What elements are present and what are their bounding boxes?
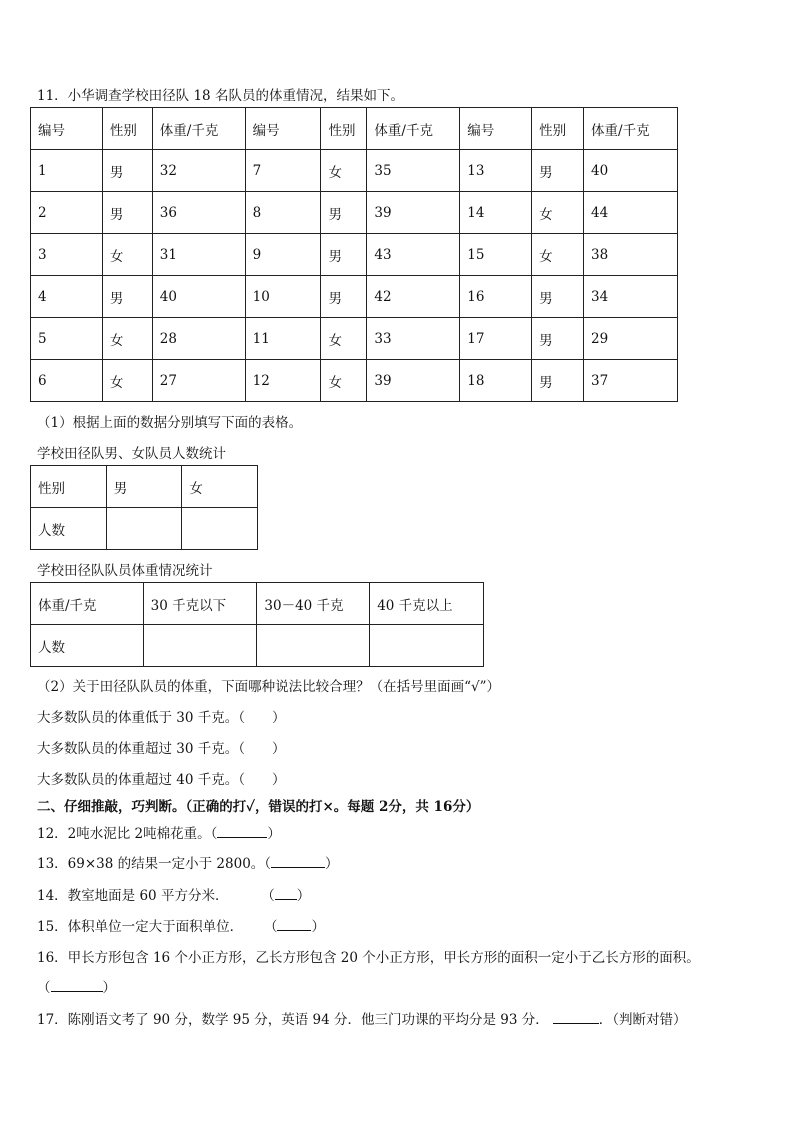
table-cell: 27: [152, 360, 245, 402]
table-header-row: [31, 108, 678, 150]
table-cell: 5: [31, 318, 103, 360]
table-cell: 男: [321, 192, 367, 234]
table-cell: 男: [532, 360, 584, 402]
q15-text: 15．体积单位一定大于面积单位．: [37, 919, 250, 935]
q12-open-paren: （: [210, 826, 218, 842]
gender-male-header: 男: [106, 466, 182, 508]
q13-close-paren: ）: [325, 856, 339, 872]
table-cell: 12: [245, 360, 321, 402]
female-count-cell[interactable]: [182, 508, 258, 550]
q12-answer-blank[interactable]: [217, 823, 267, 838]
table-cell: 38: [584, 234, 678, 276]
weight-col-over-40: 40 千克以上: [370, 583, 484, 625]
table-cell: 28: [152, 318, 245, 360]
table-row: [31, 360, 678, 402]
table-cell: 15: [460, 234, 532, 276]
q14-answer-blank[interactable]: [275, 885, 297, 900]
table-cell: 3: [31, 234, 103, 276]
table-cell: 女: [102, 360, 152, 402]
table-cell: 男: [532, 276, 584, 318]
table-row: [31, 150, 678, 192]
weight-col-30-40: 30－40 千克: [257, 583, 370, 625]
table-cell: 29: [584, 318, 678, 360]
table-row: [31, 318, 678, 360]
table-cell: 女: [321, 150, 367, 192]
table-cell: 31: [152, 234, 245, 276]
table-cell: 女: [102, 234, 152, 276]
option-3[interactable]: 大多数队员的体重超过 40 千克。（ ）: [37, 772, 286, 788]
count-under-30-cell[interactable]: [143, 625, 257, 667]
table-cell: 43: [367, 234, 460, 276]
count-over-40-cell[interactable]: [370, 625, 484, 667]
table-cell: 34: [584, 276, 678, 318]
table-cell: 男: [102, 276, 152, 318]
q13: [37, 852, 339, 872]
table-cell: 36: [152, 192, 245, 234]
table-cell: 16: [460, 276, 532, 318]
table-cell: 39: [367, 360, 460, 402]
table-cell: 39: [367, 192, 460, 234]
table-cell: 2: [31, 192, 103, 234]
table-cell: 女: [102, 318, 152, 360]
gender-row-label: 人数: [31, 508, 107, 550]
q11-part1: （1）根据上面的数据分别填写下面的表格。: [37, 415, 303, 431]
header-cell: 性别: [321, 108, 367, 150]
weight-table-title: 学校田径队队员体重情况统计: [37, 563, 213, 579]
option-2[interactable]: 大多数队员的体重超过 30 千克。（ ）: [37, 741, 286, 757]
table-cell: 男: [321, 234, 367, 276]
header-cell: 性别: [102, 108, 152, 150]
q16-answer: [37, 976, 116, 996]
table-cell: 18: [460, 360, 532, 402]
table-cell: 男: [532, 318, 584, 360]
table-cell: 男: [532, 150, 584, 192]
table-cell: 女: [532, 234, 584, 276]
table-cell: 32: [152, 150, 245, 192]
q12-close-paren: ）: [267, 826, 281, 842]
q13-text: 13．69×38 的结果一定小于 2800。: [37, 856, 265, 872]
table-cell: 17: [460, 318, 532, 360]
table-cell: 14: [460, 192, 532, 234]
q17: [37, 1008, 686, 1028]
header-cell: 性别: [532, 108, 584, 150]
q17-answer-blank[interactable]: [553, 1009, 599, 1024]
q13-open-paren: （: [264, 856, 272, 872]
q15-answer-blank[interactable]: [277, 916, 311, 931]
q14-close-paren: ）: [296, 888, 311, 904]
header-cell: 体重/千克: [367, 108, 460, 150]
q16-text: 16．甲长方形包含 16 个小正方形，乙长方形包含 20 个小正方形，甲长方形的面积一定小于乙长方形的面积。: [37, 950, 700, 966]
q14-open-paren: （: [261, 888, 275, 904]
gender-table-title: 学校田径队男、女队员人数统计: [37, 446, 226, 462]
gender-header-label: 性别: [31, 466, 107, 508]
header-cell: 体重/千克: [152, 108, 245, 150]
table-cell: 37: [584, 360, 678, 402]
weight-col-under-30: 30 千克以下: [143, 583, 257, 625]
header-cell: 编号: [245, 108, 321, 150]
count-30-40-cell[interactable]: [257, 625, 370, 667]
q12-text: 12．2吨水泥比 2吨棉花重。: [37, 826, 211, 842]
q17-suffix: ．（判断对错）: [598, 1012, 687, 1028]
q14-text: 14．教室地面是 60 平方分米．: [37, 888, 236, 904]
table-cell: 35: [367, 150, 460, 192]
q16-close-paren: ）: [102, 980, 116, 996]
q13-answer-blank[interactable]: [271, 853, 325, 868]
q16-answer-blank[interactable]: [51, 977, 103, 992]
table-cell: 8: [245, 192, 321, 234]
table-cell: 女: [532, 192, 584, 234]
weight-row-label: 人数: [31, 625, 144, 667]
table-row: [31, 234, 678, 276]
q11-part2: （2）关于田径队队员的体重，下面哪种说法比较合理？（在括号里面画“√”）: [37, 679, 500, 695]
table-cell: 男: [102, 150, 152, 192]
table-cell: 11: [245, 318, 321, 360]
table-cell: 42: [367, 276, 460, 318]
q17-text: 17．陈刚语文考了 90 分，数学 95 分，英语 94 分．他三门功课的平均分是 93 分．: [37, 1012, 549, 1028]
table-cell: 男: [102, 192, 152, 234]
table-cell: 13: [460, 150, 532, 192]
weight-data-table: [30, 107, 678, 402]
table-cell: 40: [152, 276, 245, 318]
q15: [37, 915, 325, 935]
table-row: [31, 192, 678, 234]
gender-female-header: 女: [182, 466, 258, 508]
table-cell: 44: [584, 192, 678, 234]
option-1[interactable]: 大多数队员的体重低于 30 千克。（ ）: [37, 710, 286, 726]
table-cell: 6: [31, 360, 103, 402]
table-row: [31, 276, 678, 318]
q15-close-paren: ）: [311, 919, 325, 935]
table-cell: 7: [245, 150, 321, 192]
table-cell: 33: [367, 318, 460, 360]
q14: [37, 884, 310, 904]
header-cell: 体重/千克: [584, 108, 678, 150]
table-cell: 10: [245, 276, 321, 318]
q16-open-paren: （: [37, 980, 51, 996]
q15-open-paren: （: [263, 919, 278, 935]
table-cell: 女: [321, 360, 367, 402]
gender-count-table: [30, 465, 258, 550]
male-count-cell[interactable]: [106, 508, 182, 550]
table-cell: 4: [31, 276, 103, 318]
weight-range-table: [30, 582, 484, 667]
header-cell: 编号: [31, 108, 103, 150]
table-cell: 40: [584, 150, 678, 192]
header-cell: 编号: [460, 108, 532, 150]
section2-heading: 二、仔细推敲，巧判断。（正确的打✓，错误的打×。每题 2分，共 16分）: [37, 799, 480, 815]
table-cell: 男: [321, 276, 367, 318]
table-cell: 9: [245, 234, 321, 276]
q11-intro: 11．小华调查学校田径队 18 名队员的体重情况，结果如下。: [37, 88, 404, 104]
table-cell: 女: [321, 318, 367, 360]
q12: [37, 822, 281, 842]
weight-header-label: 体重/千克: [31, 583, 144, 625]
table-cell: 1: [31, 150, 103, 192]
